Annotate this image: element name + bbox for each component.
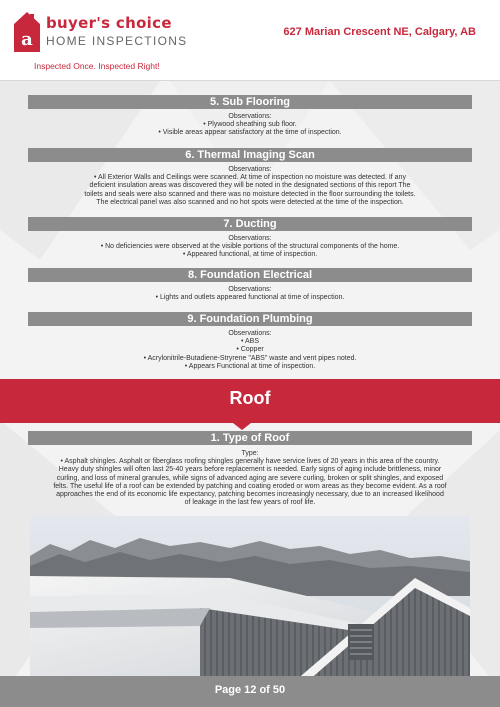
logo-tagline: Inspected Once. Inspected Right! — [34, 61, 160, 71]
logo-subtitle: HOME INSPECTIONS — [46, 34, 188, 48]
roof-band-pointer — [233, 423, 251, 430]
observation-line: deficient insulation areas was discovered they will be noted in the designated sections of this report The — [89, 182, 411, 190]
observation-line: Observations: — [228, 113, 272, 120]
observation-line: felts. The useful life of a roof can be extended by patching and coating eroded or worn areas as they become evident. As a roof — [53, 482, 447, 490]
observation-line: Observations: — [228, 235, 272, 242]
observation-line: • Asphalt shingles. Asphalt or fiberglass roofing shingles generally have service lives of 20 years in this area of the country. — [60, 458, 440, 466]
section-title-ducting: 7. Ducting — [28, 217, 472, 231]
section-title-foundation-plumbing: 9. Foundation Plumbing — [28, 312, 472, 326]
header-divider — [0, 80, 500, 81]
section-body-foundation-electrical — [28, 286, 472, 302]
roof-photo-image — [30, 516, 470, 681]
svg-text:a: a — [21, 29, 33, 50]
page-number: Page 12 of 50 — [214, 684, 286, 696]
roof-category-title: Roof — [229, 388, 271, 408]
observation-line: • Copper — [236, 346, 264, 354]
observation-line: • ABS — [240, 338, 260, 346]
logo-wordmark: buyer's choice — [46, 14, 172, 32]
observation-line: of leakage in the last few years of roof life. — [184, 499, 316, 507]
property-address: 627 Marian Crescent NE, Calgary, AB — [283, 26, 476, 38]
observation-line: • Lights and outlets appeared functional at time of inspection. — [155, 294, 345, 302]
company-logo — [6, 12, 188, 72]
section-body-foundation-plumbing — [28, 330, 472, 371]
observation-line: • Appears Functional at time of inspection. — [184, 362, 316, 370]
observation-line: • Acrylonitrile-Butadiene-Stryrene "ABS" waste and vent pipes noted. — [143, 354, 357, 362]
observation-line: • Plywood sheathing sub floor. — [203, 121, 297, 129]
section-title-thermal-imaging: 6. Thermal Imaging Scan — [28, 148, 472, 162]
observation-line: approaches the end of its economic life expectancy, patching becomes increasingly necessary, due to an increased likelihood — [56, 491, 444, 499]
observation-line: The electrical panel was also scanned and no hot spots were detected at the time of the inspection. — [96, 198, 404, 206]
observation-line: Observations: — [228, 330, 272, 337]
observation-line: Observations: — [228, 286, 272, 293]
section-body-thermal-imaging — [28, 166, 472, 207]
section-body-type-of-roof — [28, 450, 472, 507]
observation-line: • Appeared functional, at time of inspection. — [182, 251, 318, 259]
roof-photo — [30, 516, 470, 681]
observation-line: • No deficiencies were observed at the visible portions of the structural components of the home. — [100, 243, 400, 251]
section-title-sub-flooring: 5. Sub Flooring — [28, 95, 472, 109]
observation-line: Type: — [241, 450, 259, 457]
section-title-foundation-electrical: 8. Foundation Electrical — [28, 268, 472, 282]
observation-line: • Visible areas appear satisfactory at the time of inspection. — [158, 129, 342, 137]
observation-line: • All Exterior Walls and Ceilings were scanned. At time of inspection no moisture was detected. If any — [94, 174, 406, 182]
observation-line: curling, and loss of mineral granules, while signs of advanced aging are severe curling, broken or split shingles, and exposed — [56, 474, 444, 482]
section-body-ducting — [28, 235, 472, 260]
page-header — [0, 0, 500, 80]
observation-line: Observations: — [228, 166, 272, 173]
section-title-type-of-roof: 1. Type of Roof — [28, 431, 472, 445]
section-body-sub-flooring — [28, 113, 472, 138]
observation-line: Heavy duty shingles will often last 25-40 years before replacement is needed. Early signs of aging include brittleness, minor — [58, 466, 442, 474]
observation-line: toilets and seals were also scanned and there was no moisture detected in the floor surrounding the toilets. — [84, 190, 416, 198]
house-logo-icon — [14, 12, 40, 52]
